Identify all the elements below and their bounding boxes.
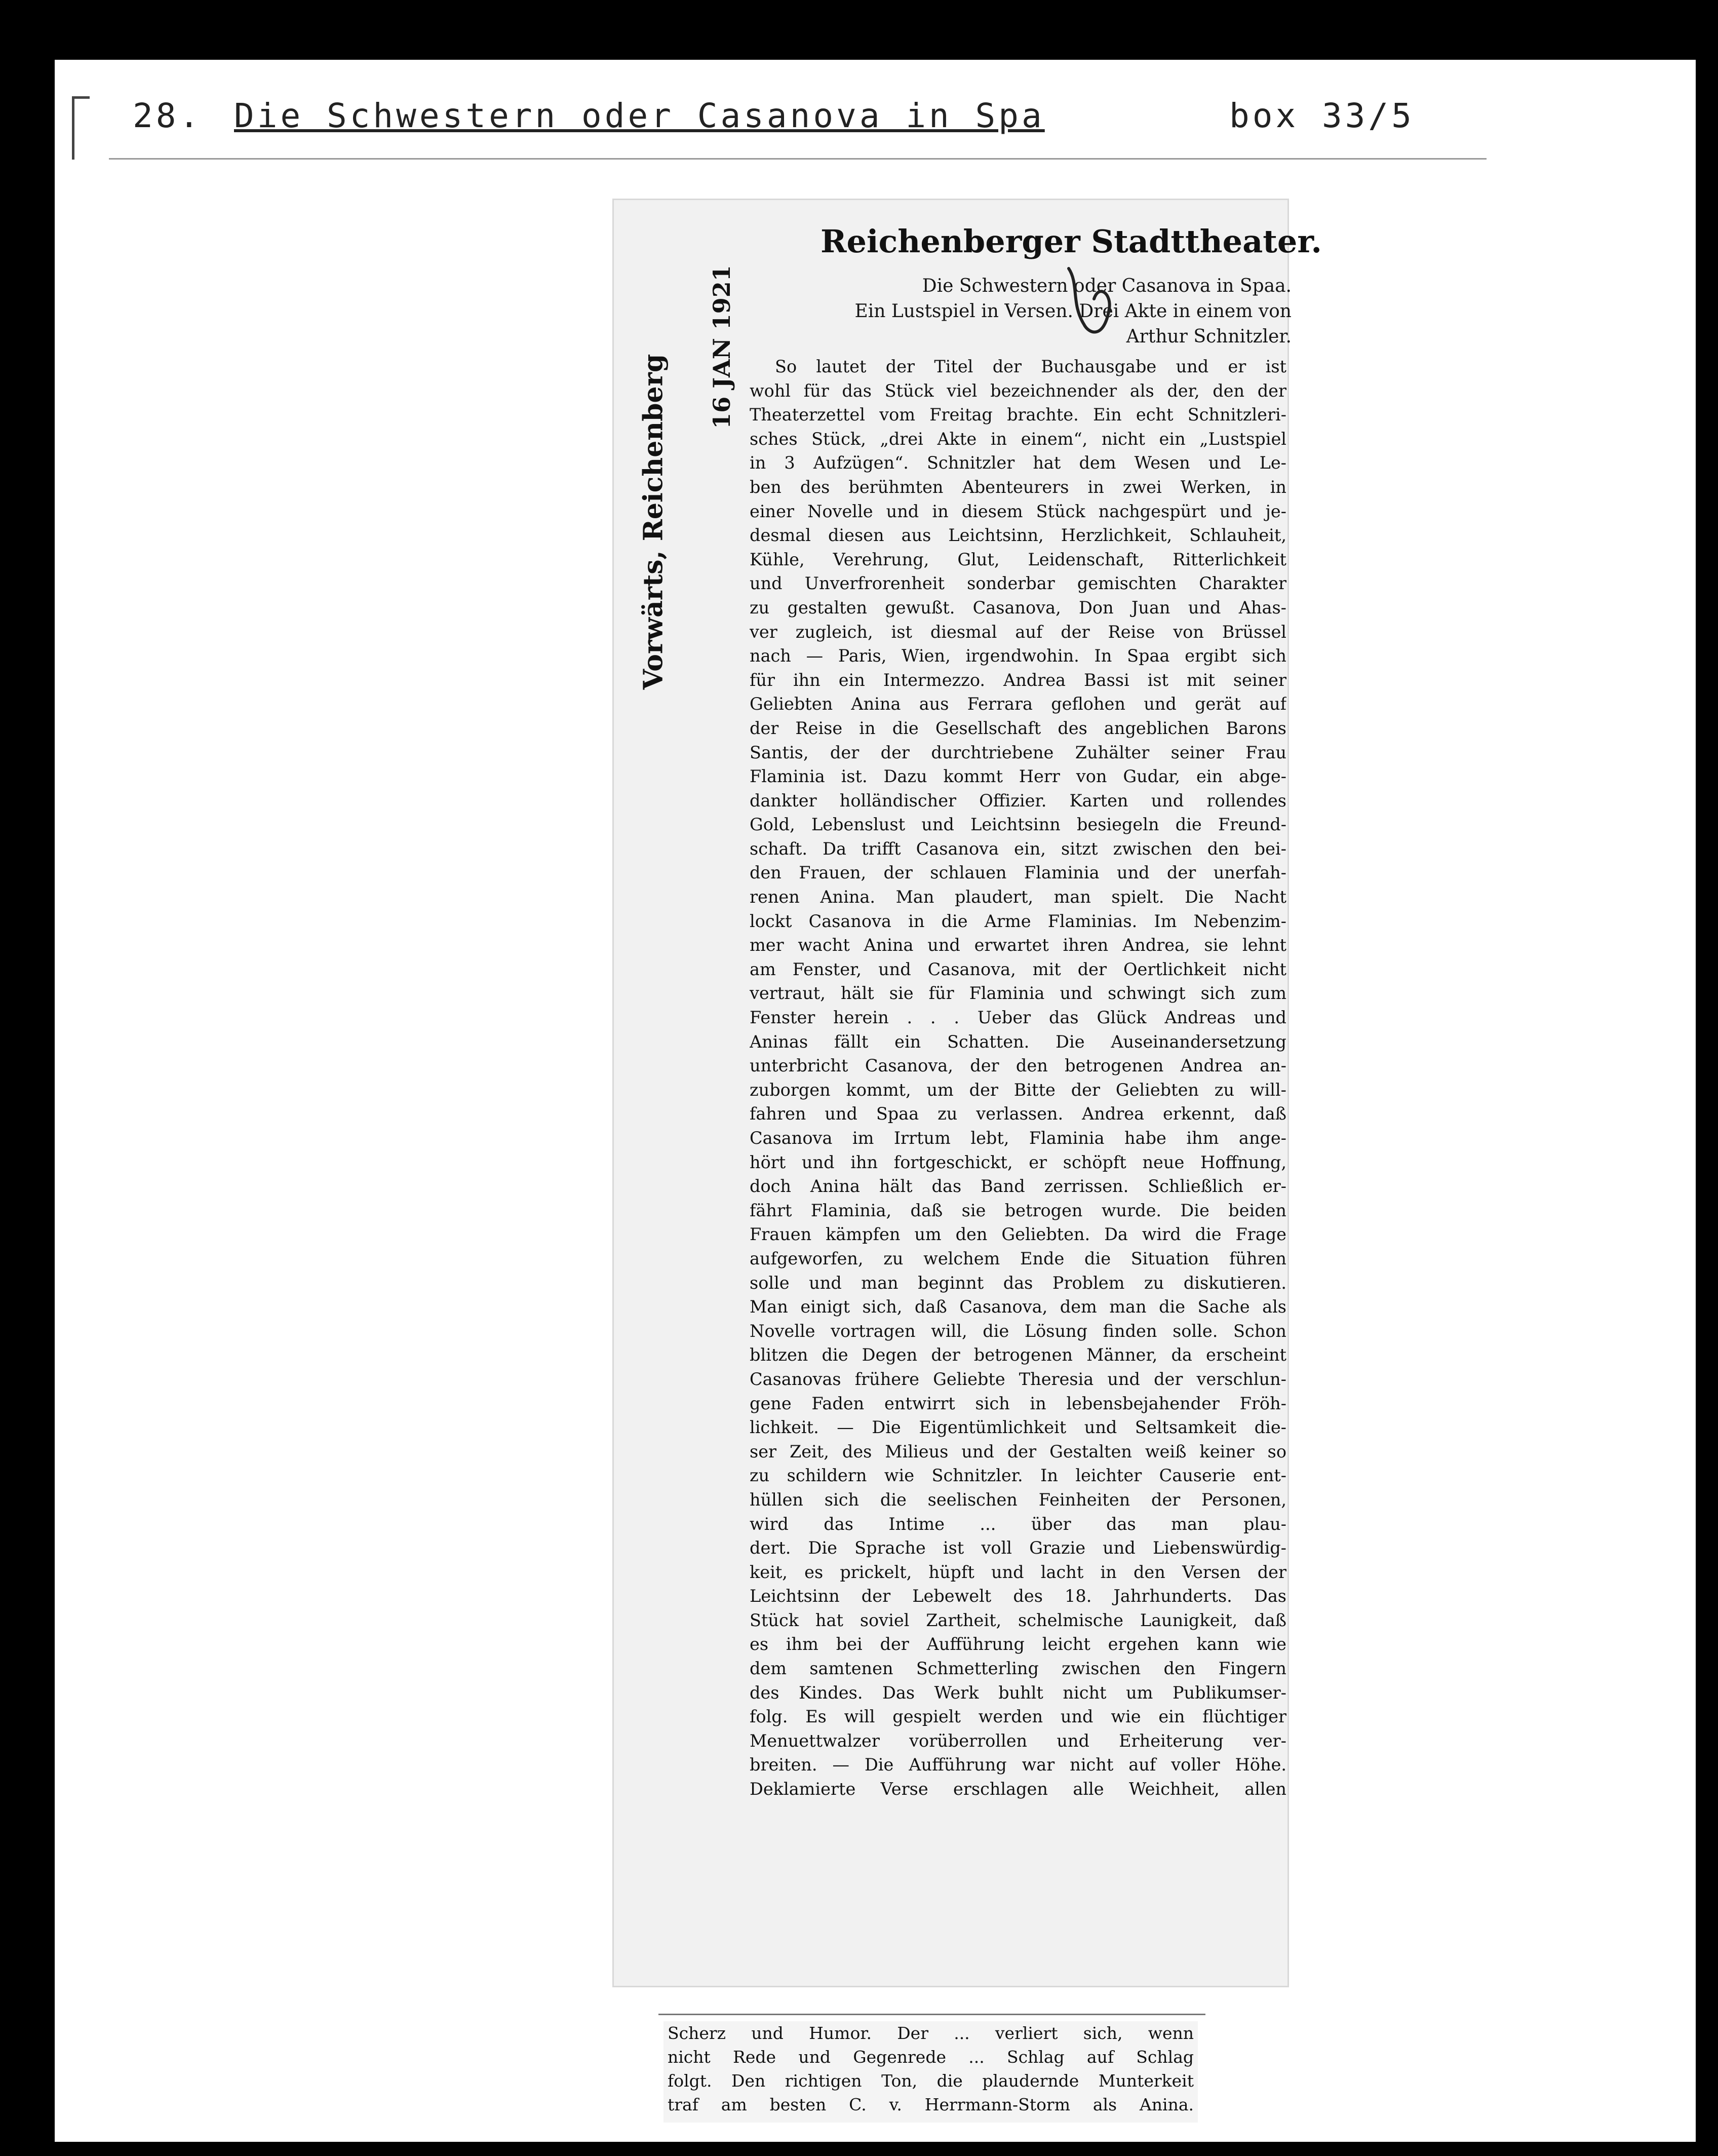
article-line: Aninas fällt ein Schatten. Die Auseinandersetzung xyxy=(750,1031,1286,1052)
continuation-line: nicht Rede und Gegenrede ... Schlag auf Schlag xyxy=(668,2047,1194,2067)
article-line: es ihm bei der Aufführung leicht ergehen kann wie xyxy=(750,1634,1286,1654)
article-line: hüllen sich die seelischen Feinheiten der Personen, xyxy=(750,1489,1286,1510)
article-line: und Unverfrorenheit sonderbar gemischten Charakter xyxy=(750,573,1286,594)
article-line: folg. Es will gespielt werden und wie ein flüchtiger xyxy=(750,1707,1286,1727)
article-line: dem samtenen Schmetterling zwischen den Fingern xyxy=(750,1659,1286,1679)
article-line: zu schildern wie Schnitzler. In leichter Causerie ent- xyxy=(750,1466,1286,1486)
continuation-line: Scherz und Humor. Der ... verliert sich, wenn xyxy=(668,2023,1194,2043)
continuation-rule xyxy=(658,2014,1205,2015)
article-headline: Reichenberger Stadttheater. xyxy=(821,223,1322,260)
article-line: breiten. — Die Aufführung war nicht auf voller Höhe. xyxy=(750,1755,1286,1775)
pencil-annotation xyxy=(1059,263,1119,344)
article-line: wohl für das Stück viel bezeichnender als der, den der xyxy=(750,380,1286,401)
article-line: Santis, der der durchtriebene Zuhälter seiner Frau xyxy=(750,742,1286,762)
article-line: wird das Intime ... über das man plau- xyxy=(750,1514,1286,1534)
article-line: einer Novelle und in diesem Stück nachgespürt und je- xyxy=(750,501,1286,521)
article-line: unterbricht Casanova, der den betrogenen Andrea an- xyxy=(750,1056,1286,1076)
article-line: zuborgen kommt, um der Bitte der Geliebten zu will- xyxy=(750,1080,1286,1100)
subtitle-line: Die Schwestern oder Casanova in Spaa. xyxy=(922,276,1292,296)
article-line: am Fenster, und Casanova, mit der Oertlichkeit nicht xyxy=(750,959,1286,979)
article-line: ser Zeit, des Milieus und der Gestalten weiß keiner so xyxy=(750,1441,1286,1461)
article-line: ver zugleich, ist diesmal auf der Reise von Brüssel xyxy=(750,622,1286,642)
article-line: des Kindes. Das Werk buhlt nicht um Publikumser- xyxy=(750,1682,1286,1703)
header-rule xyxy=(109,158,1487,160)
article-subtitle xyxy=(815,274,1292,350)
article-line: der Reise in die Gesellschaft des angeblichen Barons xyxy=(750,718,1286,738)
article-line: Man einigt sich, daß Casanova, dem man die Sache als xyxy=(750,1297,1286,1317)
article-line: dankter holländischer Offizier. Karten und rollendes xyxy=(750,790,1286,811)
box-label: box 33/5 xyxy=(1229,96,1415,135)
article-body xyxy=(750,355,1286,1801)
article-line: renen Anina. Man plaudert, man spielt. Die Nacht xyxy=(750,887,1286,907)
article-line: aufgeworfen, zu welchem Ende die Situation führen xyxy=(750,1248,1286,1268)
article-line: Gold, Lebenslust und Leichtsinn besiegeln die Freund- xyxy=(750,815,1286,835)
article-line: für ihn ein Intermezzo. Andrea Bassi ist mit seiner xyxy=(750,670,1286,690)
article-line: blitzen die Degen der betrogenen Männer, da erscheint xyxy=(750,1345,1286,1365)
article-line: So lautet der Titel der Buchausgabe und er ist xyxy=(775,357,1286,376)
article-line: lichkeit. — Die Eigentümlichkeit und Seltsamkeit die- xyxy=(750,1417,1286,1438)
article-line: Casanovas frühere Geliebte Theresia und der verschlun- xyxy=(750,1369,1286,1389)
folder-header xyxy=(133,91,1500,147)
article-line: nach — Paris, Wien, irgendwohin. In Spaa ergibt sich xyxy=(750,646,1286,666)
article-line: lockt Casanova in die Arme Flaminias. Im Nebenzim- xyxy=(750,911,1286,931)
article-line: Stück hat soviel Zartheit, schelmische Launigkeit, daß xyxy=(750,1610,1286,1630)
article-continuation xyxy=(663,2021,1198,2123)
article-line: mer wacht Anina und erwartet ihren Andrea, sie lehnt xyxy=(750,935,1286,955)
article-line: Frauen kämpfen um den Geliebten. Da wird die Frage xyxy=(750,1224,1286,1245)
article-line: in 3 Aufzügen“. Schnitzler hat dem Wesen und Le- xyxy=(750,453,1286,473)
article-line: Flaminia ist. Dazu kommt Herr von Gudar, ein abge- xyxy=(750,766,1286,787)
corner-bracket xyxy=(72,96,90,160)
date-stamp-text: 16 JAN 1921 xyxy=(708,265,735,429)
source-stamp-text: Vorwärts, Reichenberg xyxy=(638,354,669,690)
source-stamp xyxy=(633,354,674,690)
subtitle-line: Ein Lustspiel in Versen. Drei Akte in einem von xyxy=(854,301,1292,322)
article-line: Kühle, Verehrung, Glut, Leidenschaft, Ritterlichkeit xyxy=(750,549,1286,569)
article-line: Fenster herein . . . Ueber das Glück Andreas und xyxy=(750,1008,1286,1028)
article-line: keit, es prickelt, hüpft und lacht in den Versen der xyxy=(750,1562,1286,1582)
article-line: Deklamierte Verse erschlagen alle Weichheit, allen xyxy=(750,1779,1286,1799)
article-line: Geliebten Anina aus Ferrara geflohen und gerät auf xyxy=(750,694,1286,714)
article-line: Theaterzettel vom Freitag brachte. Ein echt Schnitzleri- xyxy=(750,405,1286,425)
continuation-line: folgt. Den richtigen Ton, die plaudernde Munterkeit xyxy=(668,2071,1194,2091)
article-line: solle und man beginnt das Problem zu diskutieren. xyxy=(750,1273,1286,1293)
article-line: den Frauen, der schlauen Flaminia und der unerfah- xyxy=(750,863,1286,883)
article-line: fährt Flaminia, daß sie betrogen wurde. Die beiden xyxy=(750,1200,1286,1220)
article-line: sches Stück, „drei Akte in einem“, nicht ein „Lustspiel xyxy=(750,429,1286,449)
article-line: ben des berühmten Abenteurers in zwei Werken, in xyxy=(750,477,1286,497)
folder-title: Die Schwestern oder Casanova in Spa xyxy=(234,96,1045,135)
article-line: Leichtsinn der Lebewelt des 18. Jahrhunderts. Das xyxy=(750,1586,1286,1606)
date-stamp xyxy=(704,265,739,429)
subtitle-line: Arthur Schnitzler. xyxy=(1126,326,1292,347)
article-line: Menuettwalzer vorüberrollen und Erheiterung ver- xyxy=(750,1730,1286,1751)
article-line: desmal diesen aus Leichtsinn, Herzlichkeit, Schlauheit, xyxy=(750,525,1286,546)
article-line: vertraut, hält sie für Flaminia und schwingt sich zum xyxy=(750,983,1286,1004)
article-line: hört und ihn fortgeschickt, er schöpft neue Hoffnung, xyxy=(750,1152,1286,1172)
article-line: gene Faden entwirrt sich in lebensbejahender Fröh- xyxy=(750,1393,1286,1413)
article-line: schaft. Da trifft Casanova ein, sitzt zwischen den bei- xyxy=(750,838,1286,859)
article-line: doch Anina hält das Band zerrissen. Schließlich er- xyxy=(750,1176,1286,1197)
continuation-line: traf am besten C. v. Herrmann-Storm als Anina. xyxy=(668,2095,1194,2114)
article-line: fahren und Spaa zu verlassen. Andrea erkennt, daß xyxy=(750,1104,1286,1124)
folder-number: 28. xyxy=(133,96,203,135)
article-line: zu gestalten gewußt. Casanova, Don Juan und Ahas- xyxy=(750,597,1286,618)
article-line: Casanova im Irrtum lebt, Flaminia habe ihm ange- xyxy=(750,1128,1286,1148)
article-line: Novelle vortragen will, die Lösung finden solle. Schon xyxy=(750,1321,1286,1341)
article-line: dert. Die Sprache ist voll Grazie und Liebenswürdig- xyxy=(750,1538,1286,1558)
